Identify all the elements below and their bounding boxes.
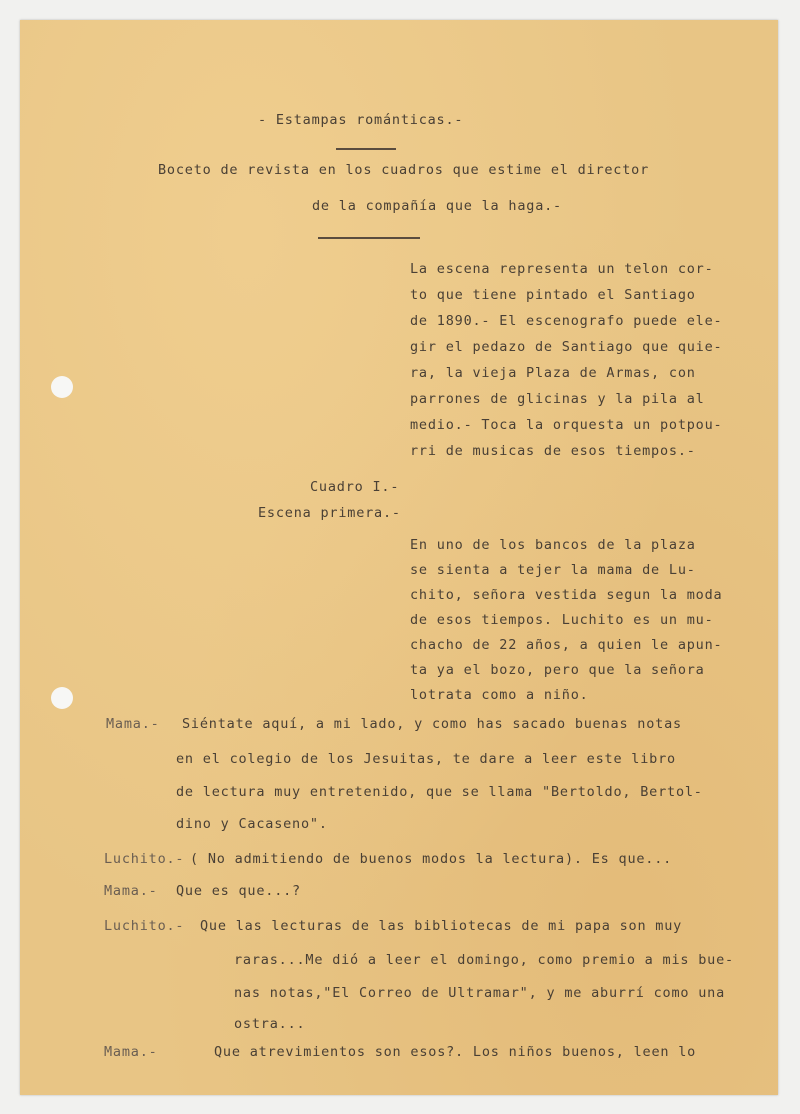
dialogue-line: Que las lecturas de las bibliotecas de mi papa son muy (200, 918, 683, 934)
dialogue-line: de lectura muy entretenido, que se llama "Bertoldo, Bertol- (176, 784, 703, 800)
dialogue-line: ( No admitiendo de buenos modos la lectura). Es que... (190, 851, 673, 867)
stage-direction-line: rri de musicas de esos tiempos.- (410, 443, 696, 459)
dialogue-line: en el colegio de los Jesuitas, te dare a leer este libro (176, 751, 676, 767)
stage-direction-line: se sienta a tejer la mama de Lu- (410, 562, 696, 578)
escena-heading: Escena primera.- (258, 505, 401, 521)
speaker-name: Mama.- (104, 1044, 158, 1060)
title-underline (336, 148, 396, 150)
stage-direction-line: ta ya el bozo, pero que la señora (410, 662, 705, 678)
stage-direction-line: En uno de los bancos de la plaza (410, 537, 696, 553)
stage-direction-line: La escena representa un telon cor- (410, 261, 714, 277)
punch-hole-top (51, 376, 73, 398)
dialogue-line: raras...Me dió a leer el domingo, como premio a mis bue- (234, 952, 734, 968)
speaker-name: Mama.- (106, 716, 160, 732)
dialogue-line: Que atrevimientos son esos?. Los niños buenos, leen lo (214, 1044, 697, 1060)
speaker-name: Luchito.- (104, 851, 185, 867)
dialogue-line: Que es que...? (176, 883, 301, 899)
speaker-name: Mama.- (104, 883, 158, 899)
subtitle-underline (318, 237, 420, 239)
stage-direction-line: to que tiene pintado el Santiago (410, 287, 696, 303)
stage-direction-line: de esos tiempos. Luchito es un mu- (410, 612, 714, 628)
speaker-name: Luchito.- (104, 918, 185, 934)
punch-hole-bottom (51, 687, 73, 709)
subtitle-line: de la compañía que la haga.- (312, 198, 562, 214)
stage-direction-line: parrones de glicinas y la pila al (410, 391, 705, 407)
stage-direction-line: medio.- Toca la orquesta un potpou- (410, 417, 723, 433)
cuadro-heading: Cuadro I.- (310, 479, 400, 495)
stage-direction-line: chito, señora vestida segun la moda (410, 587, 723, 603)
stage-direction-line: gir el pedazo de Santiago que quie- (410, 339, 723, 355)
dialogue-line: Siéntate aquí, a mi lado, y como has sacado buenas notas (182, 716, 682, 732)
dialogue-line: dino y Cacaseno". (176, 816, 328, 832)
stage-direction-line: de 1890.- El escenografo puede ele- (410, 313, 723, 329)
stage-direction-line: chacho de 22 años, a quien le apun- (410, 637, 723, 653)
page-title: - Estampas románticas.- (258, 112, 464, 128)
stage-direction-line: ra, la vieja Plaza de Armas, con (410, 365, 696, 381)
subtitle-line: Boceto de revista en los cuadros que estime el director (158, 162, 650, 178)
stage-direction-line: lotrata como a niño. (410, 687, 589, 703)
dialogue-line: nas notas,"El Correo de Ultramar", y me aburrí como una (234, 985, 726, 1001)
dialogue-line: ostra... (234, 1016, 306, 1032)
